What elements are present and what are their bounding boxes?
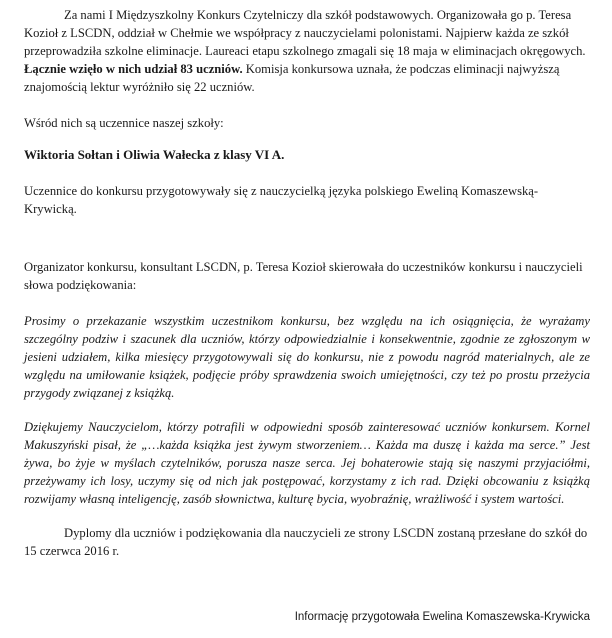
intro-text-part1: Za nami I Międzyszkolny Konkurs Czytelniczy dla szkół podstawowych. Organizowała go p. Teresa Kozioł z LSCDN, oddział w Chełmie we współpracy z nauczycielami polonistami. Najpierw każda ze szkół przeprowadziła szkolne eliminacje. Laureaci etapu szkolnego zmagali się 18 maja w eliminacjach okręgowych. [24, 8, 586, 58]
organizer-paragraph: Organizator konkursu, konsultant LSCDN, p. Teresa Kozioł skierowała do uczestników konkursu i nauczycieli słowa podziękowania: [24, 260, 583, 292]
intro-participants-count: Łącznie wzięło w nich udział 83 uczniów. [24, 62, 243, 76]
author-signature: Informację przygotowała Ewelina Komaszewska-Krywicka [294, 611, 590, 623]
quote-paragraph-teachers: Dziękujemy Nauczycielom, którzy potrafili w odpowiedni sposób zainteresować uczniów konkursem. Kornel Makuszyński pisał, że „…każda książka jest żywym stworzeniem… Każda ma duszę i każda ma serce.” Jest żywa, bo żyje w myślach czytelników, porusza nasze serca. Jej bohaterowie stają się naszymi przyjaciółmi, przeżywamy ich losy, uczymy się od nich jak postępować, korzystamy z ich rad. Dzięki obcowaniu z książką rozwijamy własną inteligencję, zasób słownictwa, kulturę bycia, wyobraźnię, wrażliwość i system wartości. [24, 420, 590, 506]
teacher-paragraph: Uczennice do konkursu przygotowywały się z nauczycielką języka polskiego Eweliną Komaszewską-Krywicką. [24, 184, 539, 216]
intro-text-part2: Komisja konkursowa uznała, że podczas eliminacji najwyższą znajomością lektur wyróżniło się 22 uczniów. [24, 62, 560, 94]
closing-paragraph: Dyplomy dla uczniów i podziękowania dla nauczycieli ze strony LSCDN zostaną przesłane do szkół do 15 czerwca 2016 r. [24, 526, 588, 558]
article-body [24, 4, 590, 560]
among-label: Wśród nich są uczennice naszej szkoły: [24, 116, 224, 130]
quote-paragraph-students: Prosimy o przekazanie wszystkim uczestnikom konkursu, bez względu na ich osiągnięcia, że wyrażamy szczególny podziw i szacunek dla uczniów, którzy odpowiedzialnie i konsekwentnie, zgodnie ze zgłoszonym w jesieni udziałem, kilka miesięcy przygotowywali się do konkursu, nie z powodu nagród materialnych, ale ze względu na umiłowanie książek, podjęcie próby sprawdzenia swoich umiejętności, czy też po prostu przeżycia przygody związanej z książką. [24, 314, 590, 400]
winners-names: Wiktoria Sołtan i Oliwia Wałecka z klasy VI A. [24, 147, 285, 162]
intro-paragraph [24, 6, 590, 96]
